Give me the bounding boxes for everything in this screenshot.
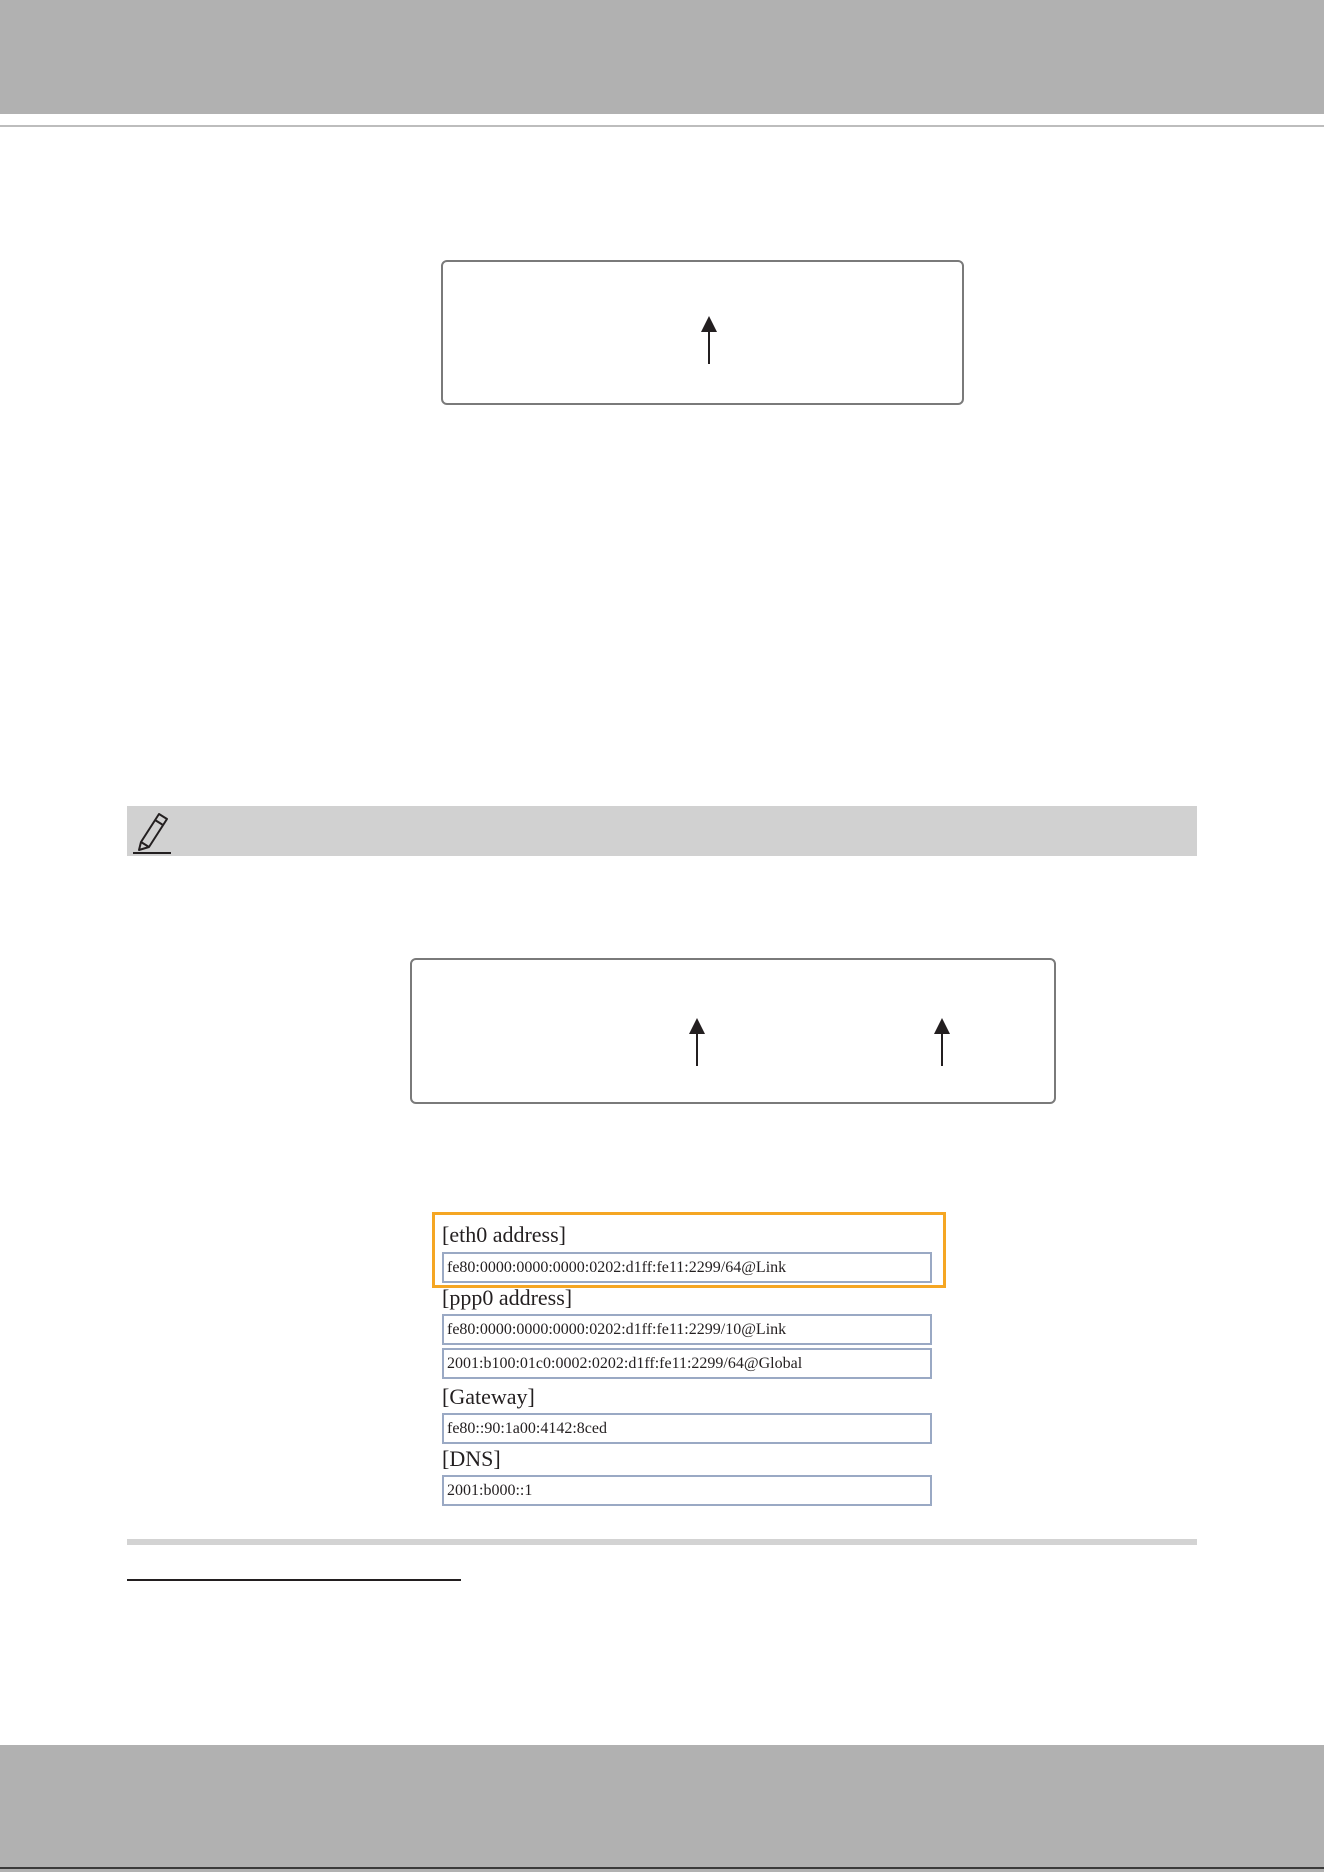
eth0-address-field: fe80:0000:0000:0000:0202:d1ff:fe11:2299/64@Link [442, 1252, 932, 1283]
eth0-address-label: [eth0 address] [442, 1222, 567, 1247]
ppp0-address-label: [ppp0 address] [442, 1285, 573, 1310]
footnote-rule [127, 1579, 461, 1581]
header-rule [0, 125, 1324, 127]
address-example-box-2 [410, 958, 1056, 1104]
pencil-icon [129, 808, 175, 854]
gateway-label: [Gateway] [442, 1384, 535, 1409]
dns-field: 2001:b000::1 [442, 1475, 932, 1506]
ppp0-global-address-field: 2001:b100:01c0:0002:0202:d1ff:fe11:2299/64@Global [442, 1348, 932, 1379]
address-example-box-1 [441, 260, 964, 405]
page-header-band [0, 0, 1324, 114]
gateway-field: fe80::90:1a00:4142:8ced [442, 1413, 932, 1444]
arrow-up-icon [699, 316, 719, 364]
footer-line [0, 1867, 1324, 1869]
arrow-up-icon [687, 1018, 707, 1066]
ppp0-link-address-field: fe80:0000:0000:0000:0202:d1ff:fe11:2299/10@Link [442, 1314, 932, 1345]
page-footer-band [0, 1745, 1324, 1872]
section-divider [127, 1539, 1197, 1545]
dns-label: [DNS] [442, 1446, 501, 1471]
note-bar [127, 806, 1197, 856]
arrow-up-icon [932, 1018, 952, 1066]
